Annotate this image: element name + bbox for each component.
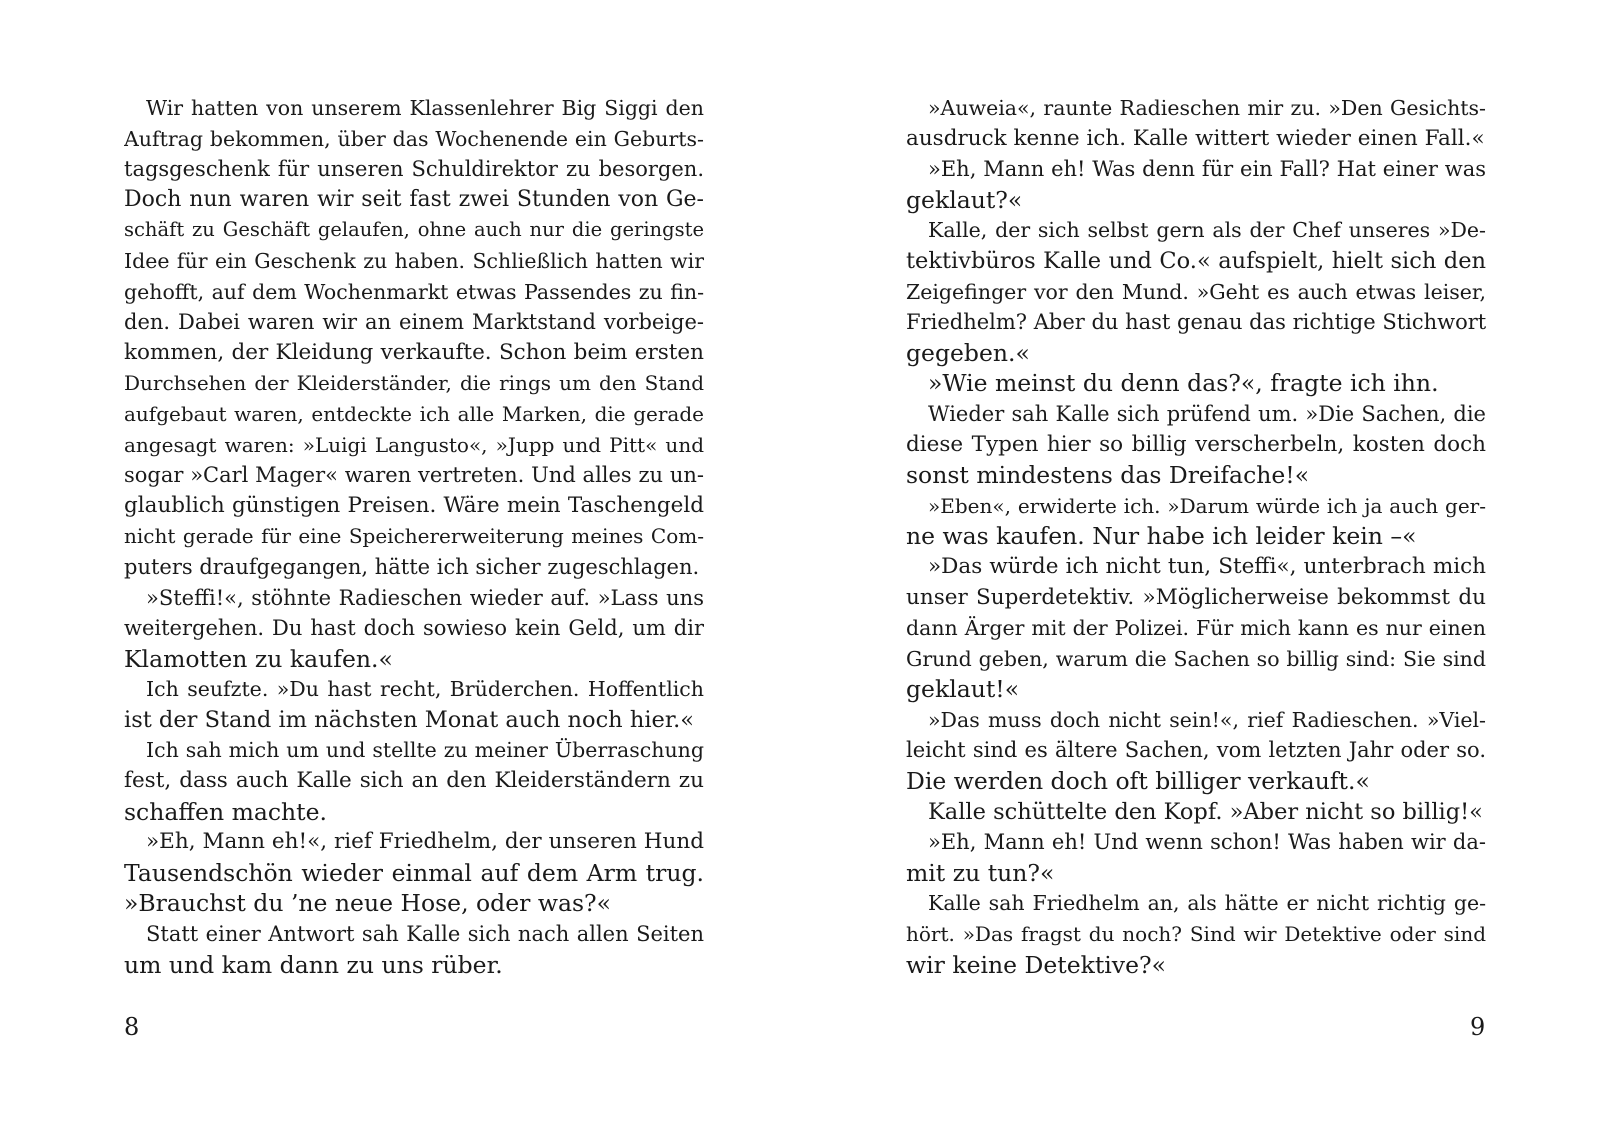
text-line: Friedhelm? Aber du hast genau das richtige Stichwort [906,310,1486,335]
text-line: puters draufgegangen, hätte ich sicher zugeschlagen. [124,554,700,579]
text-line: »Auweia«, raunte Radieschen mir zu. »Den Gesichts- [928,96,1486,120]
text-line: Grund geben, warum die Sachen so billig sind: Sie sind [906,646,1486,671]
text-line: geklaut!« [906,675,1020,704]
text-line: Doch nun waren wir seit fast zwei Stunden von Ge- [124,186,704,212]
text-line: dann Ärger mit der Polizei. Für mich kann es nur einen [906,616,1486,641]
text-line: Kalle schüttelte den Kopf. »Aber nicht so billig!« [928,798,1483,825]
text-line: geklaut?« [906,185,1023,214]
text-line: Wir hatten von unserem Klassenlehrer Big Siggi den [146,96,704,120]
text-line: ausdruck kenne ich. Kalle wittert wieder einen Fall.« [906,125,1485,151]
text-line: mit zu tun?« [906,858,1055,887]
text-line: tektivbüros Kalle und Co.« aufspielt, hielt sich den [906,247,1486,274]
text-line: Klamotten zu kaufen.« [124,644,393,673]
text-line: sogar »Carl Mager« waren vertreten. Und alles zu un- [124,463,704,488]
text-line: Die werden doch oft billiger verkauft.« [906,767,1370,796]
text-line: glaublich günstigen Preisen. Wäre mein Taschengeld [124,492,704,518]
text-line: ne was kaufen. Nur habe ich leider kein –« [906,522,1417,551]
text-line: nicht gerade für eine Speichererweiterung meines Com- [124,524,704,549]
text-line: ist der Stand im nächsten Monat auch noch hier.« [124,706,695,733]
text-line: »Brauchst du ’ne neue Hose, oder was?« [124,889,611,918]
text-line: »Eh, Mann eh!«, rief Friedhelm, der unseren Hund [146,829,704,855]
text-line: unser Superdetektiv. »Möglicherweise bekommst du [906,584,1486,610]
text-line: schaffen machte. [124,797,327,826]
text-line: Auftrag bekommen, über das Wochenende ein Geburts- [124,126,704,151]
page-number-left: 8 [124,1013,140,1041]
text-line: Ich seufzte. »Du hast recht, Brüderchen. Hoffentlich [146,677,704,702]
text-line: Ich sah mich um und stellte zu meiner Überraschung [146,738,704,763]
text-line: »Eh, Mann eh! Was denn für ein Fall? Hat einer was [928,157,1486,182]
text-line: »Das würde ich nicht tun, Steffi«, unterbrach mich [928,553,1486,579]
left-page-text [124,93,704,980]
text-line: »Wie meinst du denn das?«, fragte ich ihn. [928,369,1439,398]
text-line: »Steffi!«, stöhnte Radieschen wieder auf. »Lass uns [146,585,704,610]
text-line: Tausendschön wieder einmal auf dem Arm trug. [124,858,704,887]
text-line: aufgebaut waren, entdeckte ich alle Marken, die gerade [124,401,704,426]
text-line: den. Dabei waren wir an einem Marktstand vorbeige- [124,310,704,335]
text-line: Kalle, der sich selbst gern als der Chef unseres »De- [928,218,1486,243]
text-line: schäft zu Geschäft gelaufen, ohne auch nur die geringste [124,218,704,242]
text-line: »Das muss doch nicht sein!«, rief Radieschen. »Viel- [928,707,1486,732]
text-line: Statt einer Antwort sah Kalle sich nach allen Seiten [146,922,704,947]
text-line: sonst mindestens das Dreifache!« [906,461,1310,490]
text-line: Wieder sah Kalle sich prüfend um. »Die Sachen, die [928,401,1486,426]
text-line: diese Typen hier so billig verscherbeln, kosten doch [906,431,1486,457]
text-line: Kalle sah Friedhelm an, als hätte er nicht richtig ge- [928,891,1486,916]
right-page-text [906,93,1486,980]
text-line: fest, dass auch Kalle sich an den Kleiderständern zu [124,768,704,794]
text-line: angesagt waren: »Luigi Langusto«, »Jupp und Pitt« und [124,432,704,457]
text-line: »Eben«, erwiderte ich. »Darum würde ich ja auch ger- [928,493,1486,518]
text-line: Durchsehen der Kleiderständer, die rings um den Stand [124,371,704,396]
text-line: leicht sind es ältere Sachen, vom letzten Jahr oder so. [906,738,1486,763]
text-line: gehofft, auf dem Wochenmarkt etwas Passendes zu fin- [124,279,704,304]
text-line: kommen, der Kleidung verkaufte. Schon beim ersten [124,339,704,365]
page-number-right: 9 [1470,1013,1486,1041]
text-line: wir keine Detektive?« [906,950,1166,979]
text-line: weitergehen. Du hast doch sowieso kein Geld, um dir [124,616,704,641]
text-line: gegeben.« [906,338,1030,367]
text-line: um und kam dann zu uns rüber. [124,950,503,979]
text-line: »Eh, Mann eh! Und wenn schon! Was haben wir da- [928,830,1486,855]
text-line: hört. »Das fragst du noch? Sind wir Detektive oder sind [906,922,1486,947]
text-line: tagsgeschenk für unseren Schuldirektor zu besorgen. [124,157,704,182]
text-line: Zeigefinger vor den Mund. »Geht es auch etwas leiser, [906,279,1486,304]
text-line: Idee für ein Geschenk zu haben. Schließlich hatten wir [124,248,704,273]
